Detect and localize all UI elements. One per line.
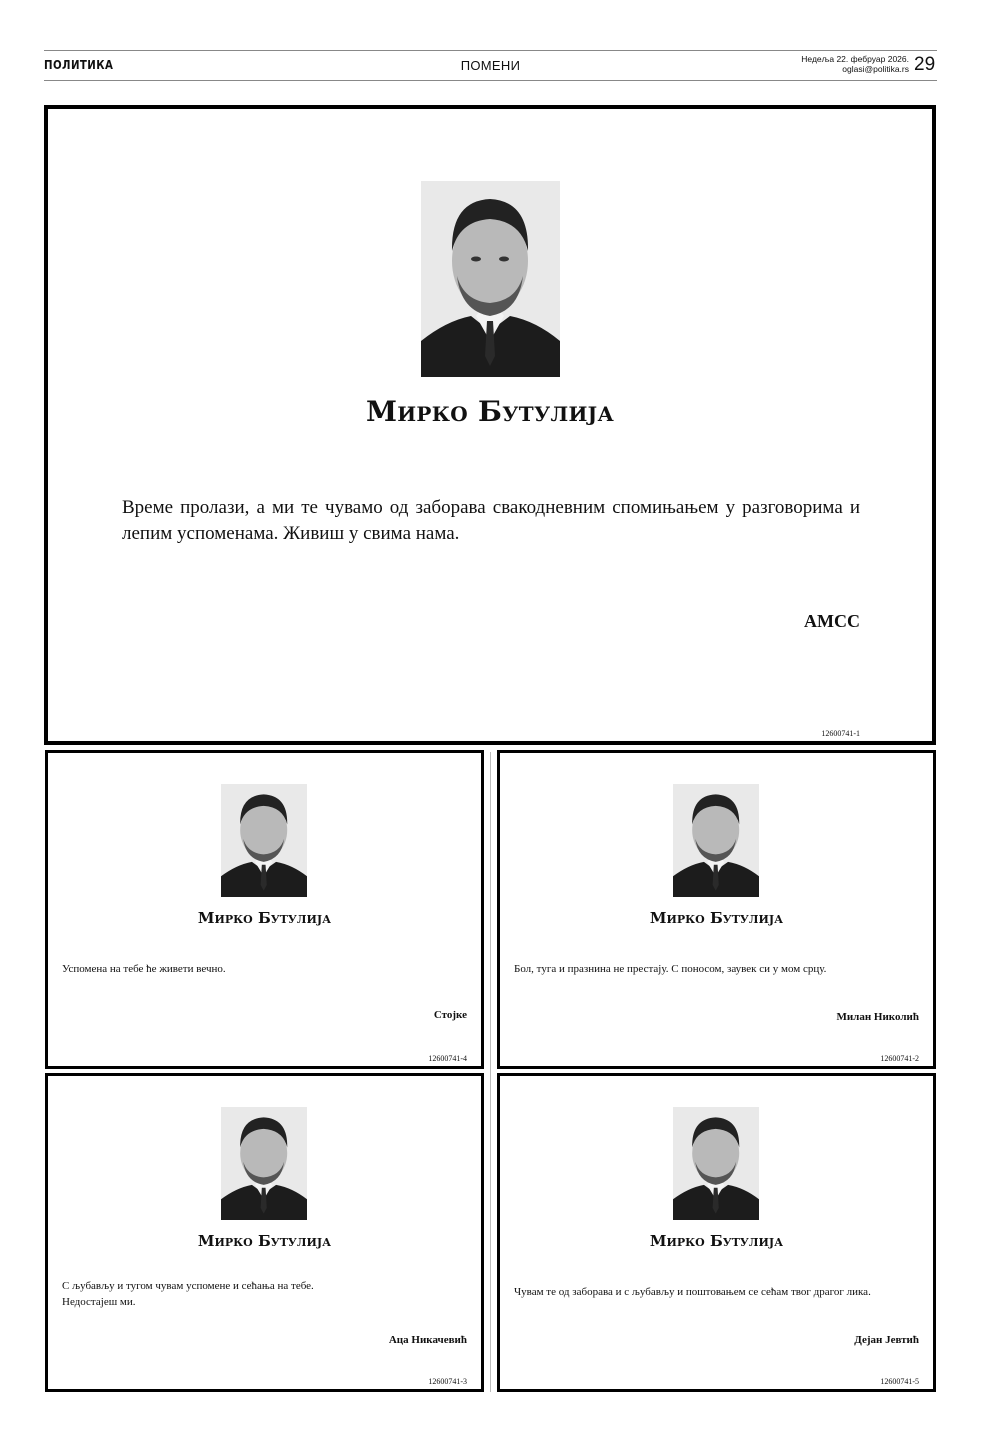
header-top-rule: [44, 50, 937, 51]
notice-signature: Милан Николић: [836, 1011, 919, 1023]
portrait-photo: [673, 1107, 759, 1220]
notice-signature: Аца Никачевић: [388, 1334, 467, 1346]
portrait-image: [673, 1107, 759, 1220]
memorial-notice: [45, 1073, 484, 1392]
notice-message-line-2: Недостајеш ми.: [62, 1296, 136, 1308]
notice-code: 12600741-5: [880, 1377, 919, 1386]
portrait-photo: [421, 181, 560, 377]
notice-signature: Стојке: [433, 1009, 467, 1021]
memorial-notice: [45, 750, 484, 1069]
issue-date: Недеља 22. фебруар 2026.: [801, 54, 909, 64]
portrait-image: [221, 784, 307, 897]
notice-message: Време пролази, а ми те чувамо од заборава свакодневним спомињањем у разговорима и лепим успоменама. Живиш у свима нама.: [122, 497, 860, 544]
portrait-photo: [221, 1107, 307, 1220]
notice-code: 12600741-1: [821, 729, 860, 738]
main-memorial-notice: [44, 105, 936, 745]
memorial-notice: [497, 750, 936, 1069]
portrait-image: [673, 784, 759, 897]
notice-message: Чувам те од заборава и с љубављу и поштовањем се сећам твог драгог лика.: [514, 1286, 871, 1298]
newspaper-logo: ПОЛИТИКА: [44, 58, 114, 72]
memorial-notice: [497, 1073, 936, 1392]
section-title: ПОМЕНИ: [460, 58, 521, 73]
portrait-image: [221, 1107, 307, 1220]
deceased-name: Мирко Бутулија: [197, 909, 332, 927]
notice-code: 12600741-3: [428, 1377, 467, 1386]
portrait-photo: [221, 784, 307, 897]
deceased-name: Мирко Бутулија: [649, 1232, 784, 1250]
header-bottom-rule: [44, 80, 937, 81]
deceased-name: Мирко Бутулија: [649, 909, 784, 927]
header-dateblock: [801, 54, 909, 74]
deceased-name: Мирко Бутулија: [197, 1232, 332, 1250]
deceased-name: Мирко Бутулија: [365, 395, 615, 428]
notice-message: Бол, туга и празнина не престају. С поносом, заувек си у мом срцу.: [514, 963, 827, 975]
notice-signature: Дејан Јевтић: [854, 1334, 919, 1346]
notice-message: Успомена на тебе ће живети вечно.: [62, 963, 226, 975]
notice-signature: АМСС: [804, 611, 860, 631]
notice-code: 12600741-2: [880, 1054, 919, 1063]
portrait-image: [421, 181, 560, 377]
notice-code: 12600741-4: [428, 1054, 467, 1063]
column-divider: [490, 752, 491, 1392]
portrait-photo: [673, 784, 759, 897]
notice-message: [62, 1278, 467, 1310]
page-number: 29: [914, 54, 936, 75]
notice-message-line-1: С љубављу и тугом чувам успомене и сећања на тебе.: [62, 1280, 314, 1292]
contact-email: oglasi@politika.rs: [842, 64, 909, 74]
